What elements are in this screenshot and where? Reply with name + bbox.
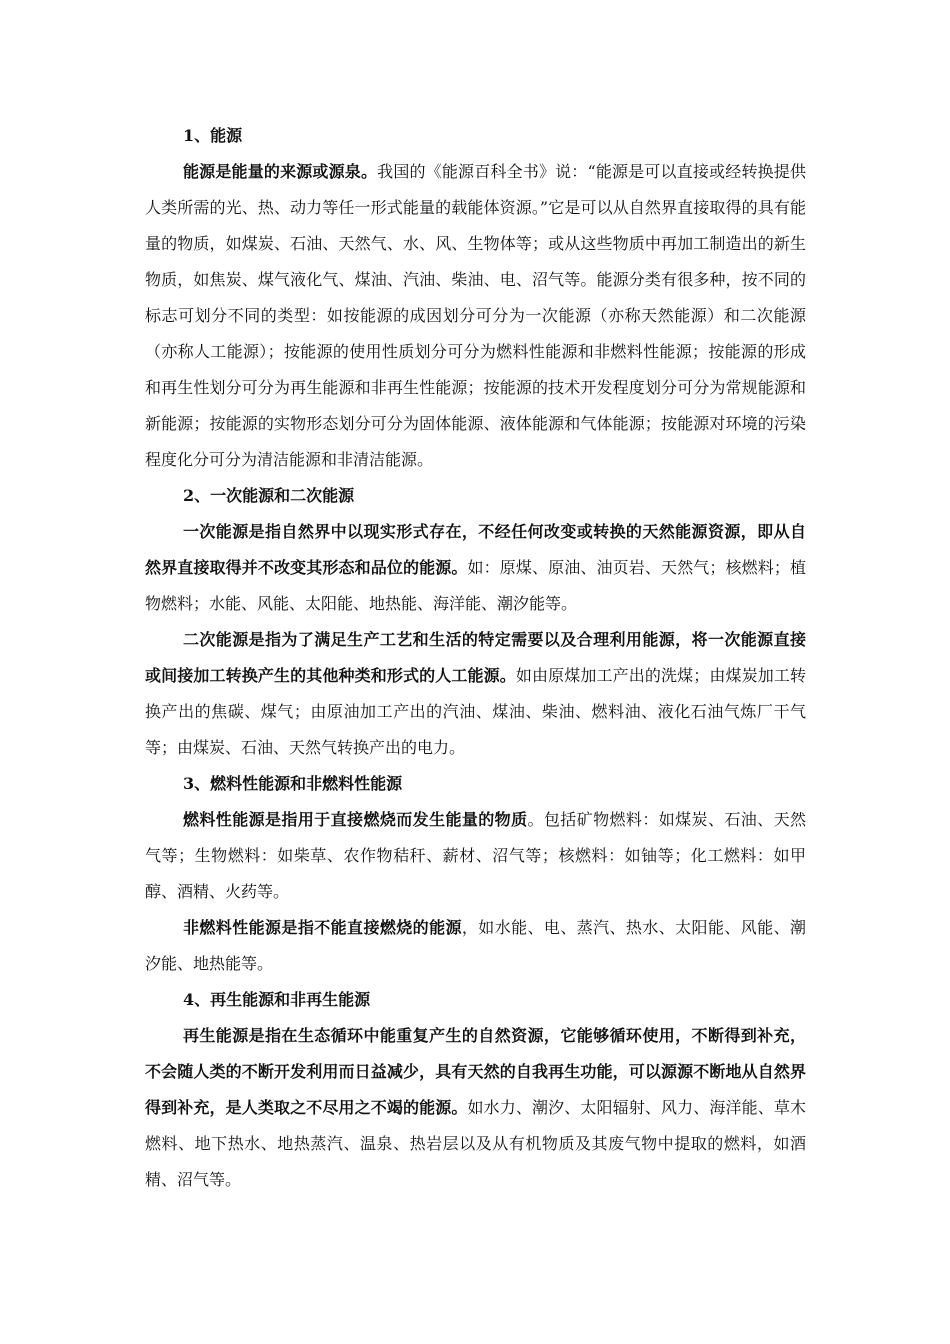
paragraph: [145, 154, 806, 478]
section-primary-secondary: [145, 478, 806, 766]
section-energy: [145, 118, 806, 478]
section-heading: 4、再生能源和非再生能源: [183, 990, 371, 1009]
bold-definition: 燃料性能源是指用于直接燃烧而发生能量的物质: [183, 810, 528, 829]
section-fuel-nonfuel: [145, 766, 806, 982]
paragraph: [145, 910, 806, 982]
paragraph: [145, 622, 806, 766]
bold-definition: 能源是能量的来源或源泉。: [183, 162, 378, 181]
paragraph-text: 。包括矿物燃料：如煤炭、石油、天然气等；生物燃料：如柴草、农作物秸秆、薪材、沼气等；核燃料：如铀等；化工燃料：如甲醇、酒精、火药等。: [145, 810, 806, 901]
paragraph: [145, 802, 806, 910]
paragraph-text: 我国的《能源百科全书》说：“能源是可以直接或经转换提供人类所需的光、热、动力等任一形式能量的载能体资源。”它是可以从自然界直接取得的具有能量的物质，如煤炭、石油、天然气、水、风、生物体等；或从这些物质中再加工制造出的新生物质，如焦炭、煤气液化气、煤油、汽油、柴油、电、沼气等。能源分类有很多种，按不同的标志可划分不同的类型：如按能源的成因划分可分为一次能源（亦称天然能源）和二次能源（亦称人工能源）；按能源的使用性质划分可分为燃料性能源和非燃料性能源；按能源的形成和再生性划分可分为再生能源和非再生性能源；按能源的技术开发程度划分可分为常规能源和新能源；按能源的实物形态划分可分为固体能源、液体能源和气体能源；按能源对环境的污染程度化分可分为清洁能源和非清洁能源。: [145, 162, 806, 469]
paragraph-text: 如水力、潮汐、太阳辐射、风力、海洋能、草木燃料、地下热水、地热蒸汽、温泉、热岩层以及从有机物质及其废气物中提取的燃料，如酒精、沼气等。: [145, 1098, 806, 1189]
section-heading: 3、燃料性能源和非燃料性能源: [183, 774, 403, 793]
paragraph: [145, 1018, 806, 1198]
document-page: [145, 118, 806, 1198]
section-heading: 2、一次能源和二次能源: [183, 486, 355, 505]
bold-definition: 一次能源是指自然界中以现实形式存在，不经任何改变或转换的天然能源资源，即从自然界直接取得并不改变其形态和品位的能源。: [145, 522, 806, 577]
bold-definition: 再生能源是指在生态循环中能重复产生的自然资源，它能够循环使用，不断得到补充，不会随人类的不断开发利用而日益减少，具有天然的自我再生功能，可以源源不断地从自然界得到补充，是人类取之不尽用之不竭的能源。: [145, 1026, 806, 1117]
paragraph-text: 如由原煤加工产出的洗煤；由煤炭加工转换产出的焦碳、煤气；由原油加工产出的汽油、煤油、柴油、燃料油、液化石油气炼厂干气等；由煤炭、石油、天然气转换产出的电力。: [145, 666, 806, 757]
section-heading: 1、能源: [183, 126, 243, 145]
bold-definition: 非燃料性能源是指不能直接燃烧的能源: [183, 918, 462, 937]
bold-definition: 二次能源是指为了满足生产工艺和生活的特定需要以及合理利用能源，将一次能源直接或间接加工转换产生的其他种类和形式的人工能源。: [145, 630, 806, 685]
paragraph-text: ，如水能、电、蒸汽、热水、太阳能、风能、潮汐能、地热能等。: [145, 918, 806, 973]
paragraph-text: 如：原煤、原油、油页岩、天然气；核燃料；植物燃料；水能、风能、太阳能、地热能、海洋能、潮汐能等。: [145, 558, 806, 613]
paragraph: [145, 514, 806, 622]
section-renewable: [145, 982, 806, 1198]
